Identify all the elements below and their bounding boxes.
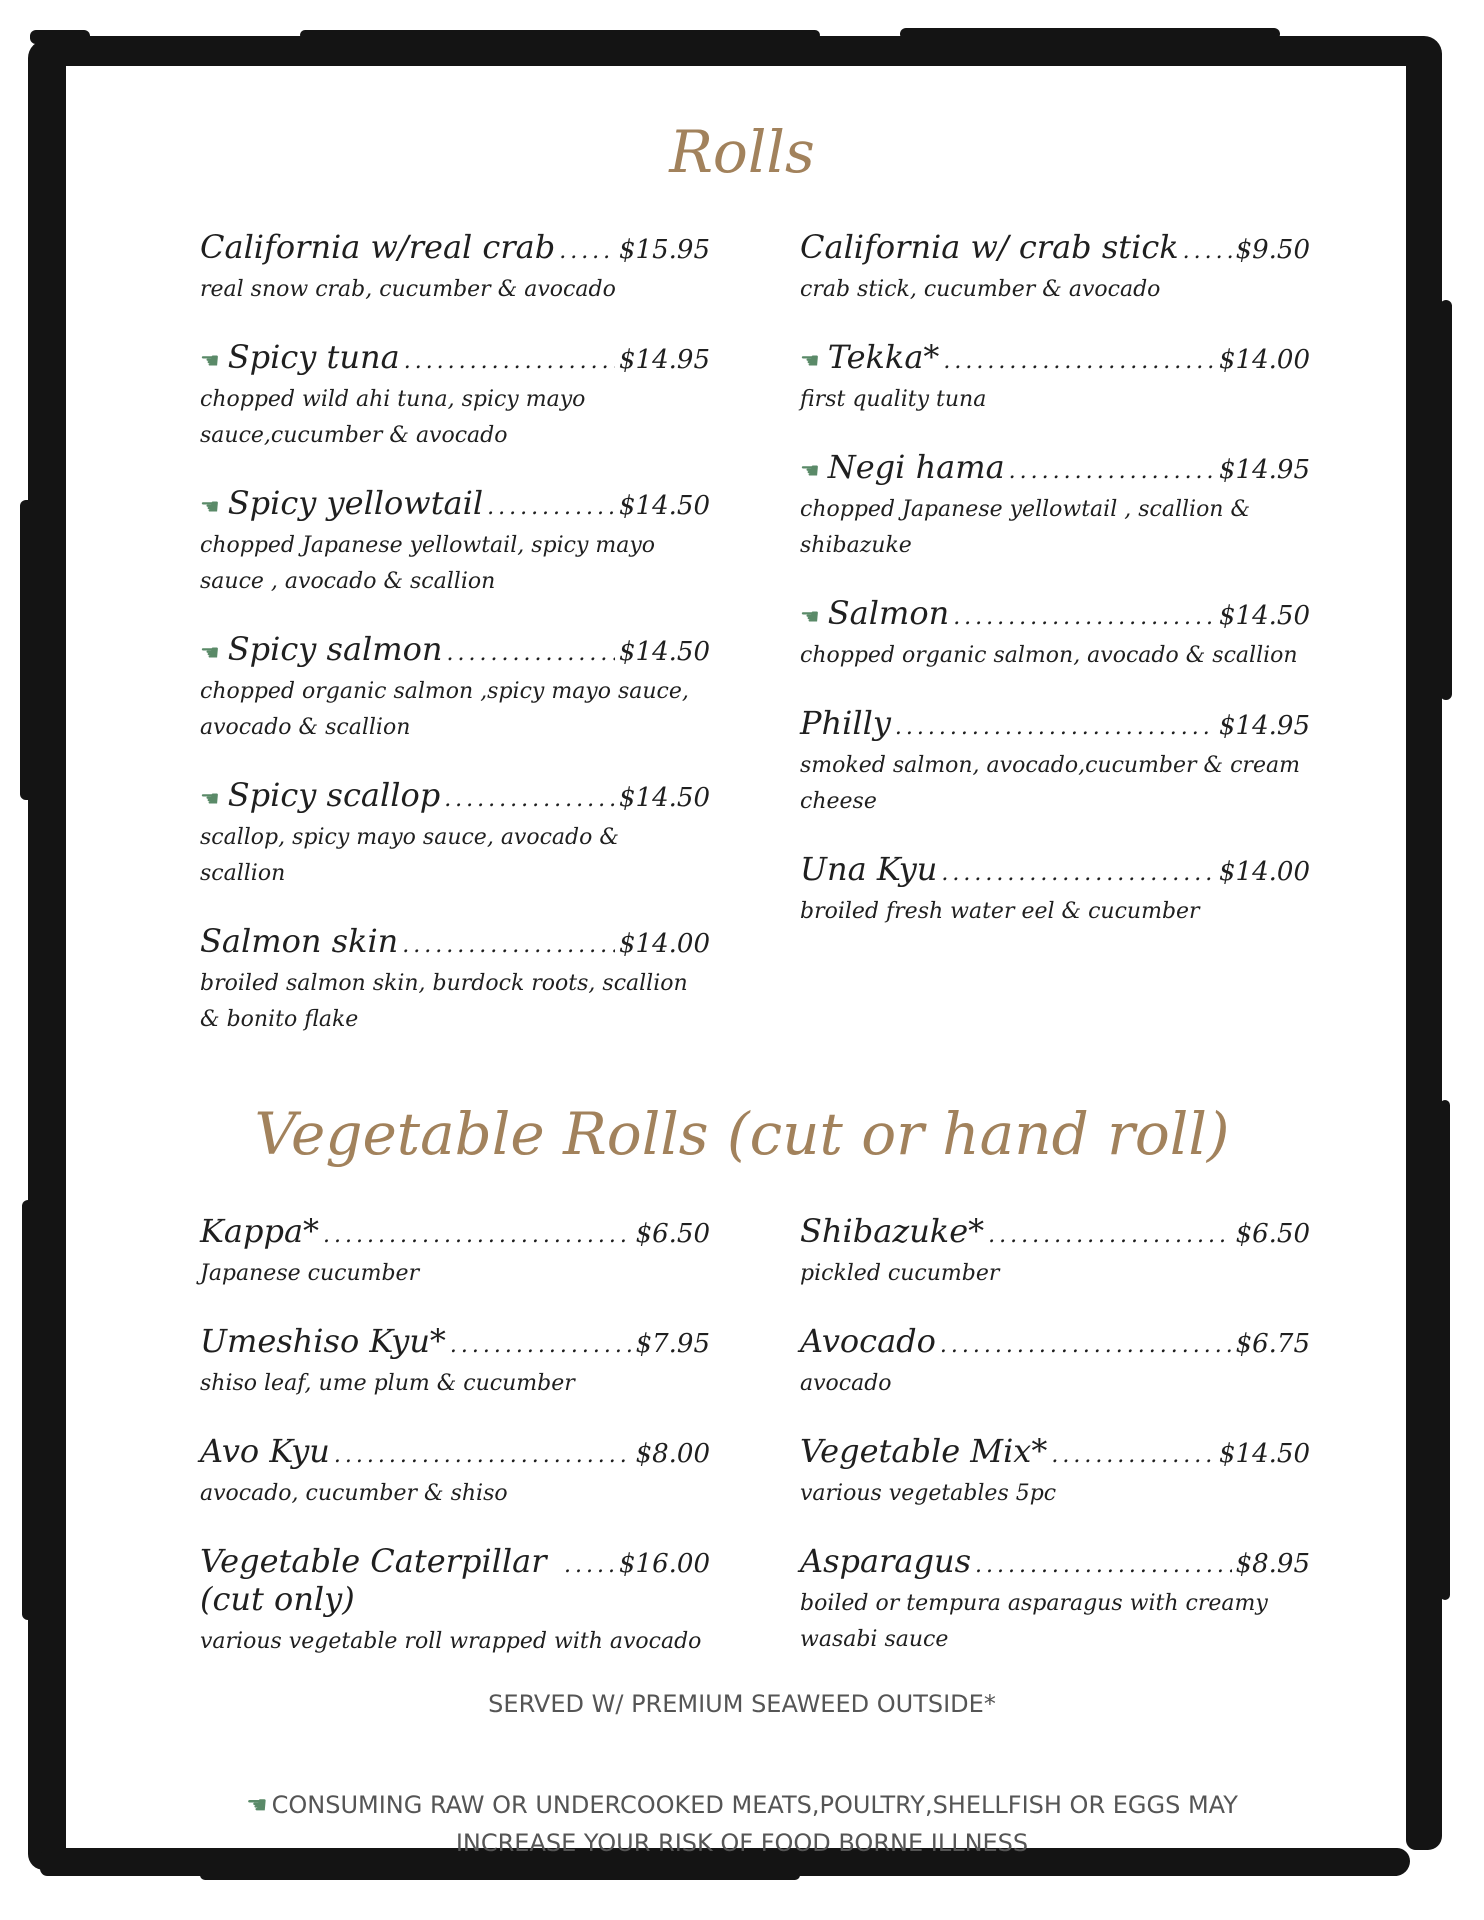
leaf-icon: ☚	[800, 459, 820, 484]
section-title-vegetable-rolls: Vegetable Rolls (cut or hand roll)	[254, 1100, 1230, 1168]
leaf-icon: ☚	[200, 641, 220, 666]
menu-item	[200, 922, 710, 1038]
menu-item	[200, 228, 710, 308]
item-name: Salmon	[827, 594, 950, 632]
menu-item	[800, 704, 1310, 820]
item-price: $8.95	[1235, 1549, 1310, 1579]
item-description: chopped Japanese yellowtail, spicy mayo sauce , avocado & scallion	[200, 533, 656, 594]
warning-line-2: INCREASE YOUR RISK OF FOOD BORNE ILLNESS	[455, 1829, 1029, 1857]
leaf-icon: ☚	[800, 349, 820, 374]
item-price: $7.95	[635, 1329, 710, 1359]
item-description: scallop, spicy mayo sauce, avocado & scallion	[200, 825, 619, 886]
item-price: $15.95	[619, 235, 710, 265]
menu-item	[800, 448, 1310, 564]
item-name: Vegetable Mix*	[800, 1432, 1048, 1470]
menu-item	[200, 1432, 710, 1512]
leader-dots	[444, 787, 615, 812]
leader-dots	[1183, 239, 1232, 264]
section-title-rolls: Rolls	[669, 118, 815, 186]
menu-item	[200, 338, 710, 454]
item-price: $6.50	[1235, 1219, 1310, 1249]
menu-item	[200, 776, 710, 892]
item-description: Japanese cucumber	[200, 1261, 420, 1286]
item-description: chopped Japanese yellowtail , scallion & shibazuke	[800, 497, 1251, 558]
menu-item	[800, 850, 1310, 930]
item-description: avocado, cucumber & shiso	[200, 1481, 508, 1506]
item-description: first quality tuna	[800, 387, 987, 412]
leader-dots	[975, 1553, 1232, 1578]
leader-dots	[323, 1223, 632, 1248]
leader-dots	[404, 349, 615, 374]
item-name: Philly	[800, 704, 891, 742]
item-description: chopped organic salmon ,spicy mayo sauce, avocado & scallion	[200, 679, 689, 740]
brush-stroke	[300, 30, 820, 40]
warning-line-1: CONSUMING RAW OR UNDERCOOKED MEATS,POULTRY,SHELLFISH OR EGGS MAY	[271, 1791, 1238, 1819]
leader-dots	[953, 605, 1215, 630]
brush-stroke	[22, 1200, 36, 1620]
brush-stroke	[1440, 300, 1452, 700]
brush-stroke	[20, 500, 36, 800]
leader-dots	[940, 1333, 1232, 1358]
menu-item	[800, 1542, 1310, 1658]
menu-item	[800, 1322, 1310, 1402]
leader-dots	[450, 1333, 632, 1358]
menu-item	[800, 1432, 1310, 1512]
item-description: crab stick, cucumber & avocado	[800, 277, 1161, 302]
item-description: smoked salmon, avocado,cucumber & cream cheese	[800, 753, 1300, 814]
item-name: Spicy scallop	[227, 776, 441, 814]
leaf-icon: ☚	[200, 349, 220, 374]
item-price: $14.50	[1219, 1439, 1310, 1469]
item-price: $14.95	[619, 345, 710, 375]
item-name: Shibazuke*	[800, 1212, 985, 1250]
brush-stroke	[900, 28, 1280, 40]
leader-dots	[334, 1443, 632, 1468]
menu-item	[200, 1542, 710, 1660]
item-price: $14.50	[619, 637, 710, 667]
item-description: real snow crab, cucumber & avocado	[200, 277, 616, 302]
leader-dots	[447, 641, 616, 666]
item-name: Spicy tuna	[227, 338, 400, 376]
leaf-icon: ☚	[200, 787, 220, 812]
item-description: pickled cucumber	[800, 1261, 1000, 1286]
item-description: various vegetable roll wrapped with avocado	[200, 1629, 702, 1654]
item-price: $14.95	[1219, 711, 1310, 741]
item-description: boiled or tempura asparagus with creamy wasabi sauce	[800, 1591, 1268, 1652]
item-name: Avocado	[800, 1322, 936, 1360]
menu-item	[800, 228, 1310, 308]
item-name: Kappa*	[200, 1212, 320, 1250]
menu-item	[800, 1212, 1310, 1292]
leader-dots	[564, 1553, 615, 1578]
item-price: $14.00	[1219, 857, 1310, 887]
item-price: $14.50	[619, 491, 710, 521]
item-name: Spicy salmon	[227, 630, 443, 668]
item-name: Umeshiso Kyu*	[200, 1322, 446, 1360]
item-description: shiso leaf, ume plum & cucumber	[200, 1371, 575, 1396]
item-name: Spicy yellowtail	[227, 484, 484, 522]
item-description: various vegetables 5pc	[800, 1481, 1057, 1506]
item-price: $14.00	[619, 929, 710, 959]
leader-dots	[895, 715, 1215, 740]
leaf-icon: ☚	[200, 495, 220, 520]
item-name: Avo Kyu	[200, 1432, 330, 1470]
menu-item	[200, 484, 710, 600]
menu-item	[200, 630, 710, 746]
item-price: $14.50	[1219, 601, 1310, 631]
leader-dots	[943, 349, 1215, 374]
leaf-icon: ☚	[246, 1791, 268, 1819]
leader-dots	[941, 861, 1215, 886]
item-description: chopped wild ahi tuna, spicy mayo sauce,cucumber & avocado	[200, 387, 586, 448]
item-name: Tekka*	[827, 338, 940, 376]
leader-dots	[1009, 459, 1215, 484]
item-name: Negi hama	[827, 448, 1005, 486]
item-name: California w/real crab	[200, 228, 556, 266]
menu-item	[800, 594, 1310, 674]
brush-stroke	[200, 1870, 800, 1880]
leaf-icon: ☚	[800, 605, 820, 630]
item-name: Asparagus	[800, 1542, 971, 1580]
item-price: $14.95	[1219, 455, 1310, 485]
item-price: $16.00	[619, 1549, 710, 1579]
item-price: $6.50	[635, 1219, 710, 1249]
leader-dots	[988, 1223, 1231, 1248]
menu-item	[200, 1212, 710, 1292]
item-description: broiled fresh water eel & cucumber	[800, 899, 1200, 924]
item-name: Una Kyu	[800, 850, 938, 888]
item-name: Vegetable Caterpillar (cut only)	[200, 1542, 547, 1618]
item-price: $14.00	[1219, 345, 1310, 375]
item-price: $9.50	[1235, 235, 1310, 265]
brush-stroke	[1440, 1100, 1450, 1600]
item-price: $6.75	[1235, 1329, 1310, 1359]
item-description: broiled salmon skin, burdock roots, scallion & bonito flake	[200, 971, 688, 1032]
menu-item	[200, 1322, 710, 1402]
brush-stroke	[30, 30, 90, 44]
item-name: Salmon skin	[200, 922, 399, 960]
item-name: California w/ crab stick	[800, 228, 1179, 266]
item-description: chopped organic salmon, avocado & scallion	[800, 643, 1298, 668]
item-price: $14.50	[619, 783, 710, 813]
leader-dots	[559, 239, 615, 264]
item-description: avocado	[800, 1371, 892, 1396]
menu-item	[800, 338, 1310, 418]
seaweed-note: SERVED W/ PREMIUM SEAWEED OUTSIDE*	[488, 1690, 996, 1718]
leader-dots	[1051, 1443, 1215, 1468]
leader-dots	[487, 495, 615, 520]
frame-top-border	[42, 36, 1442, 66]
leader-dots	[402, 933, 615, 958]
food-safety-warning	[0, 1786, 1484, 1862]
item-price: $8.00	[635, 1439, 710, 1469]
frame-right-border	[1406, 40, 1442, 1850]
